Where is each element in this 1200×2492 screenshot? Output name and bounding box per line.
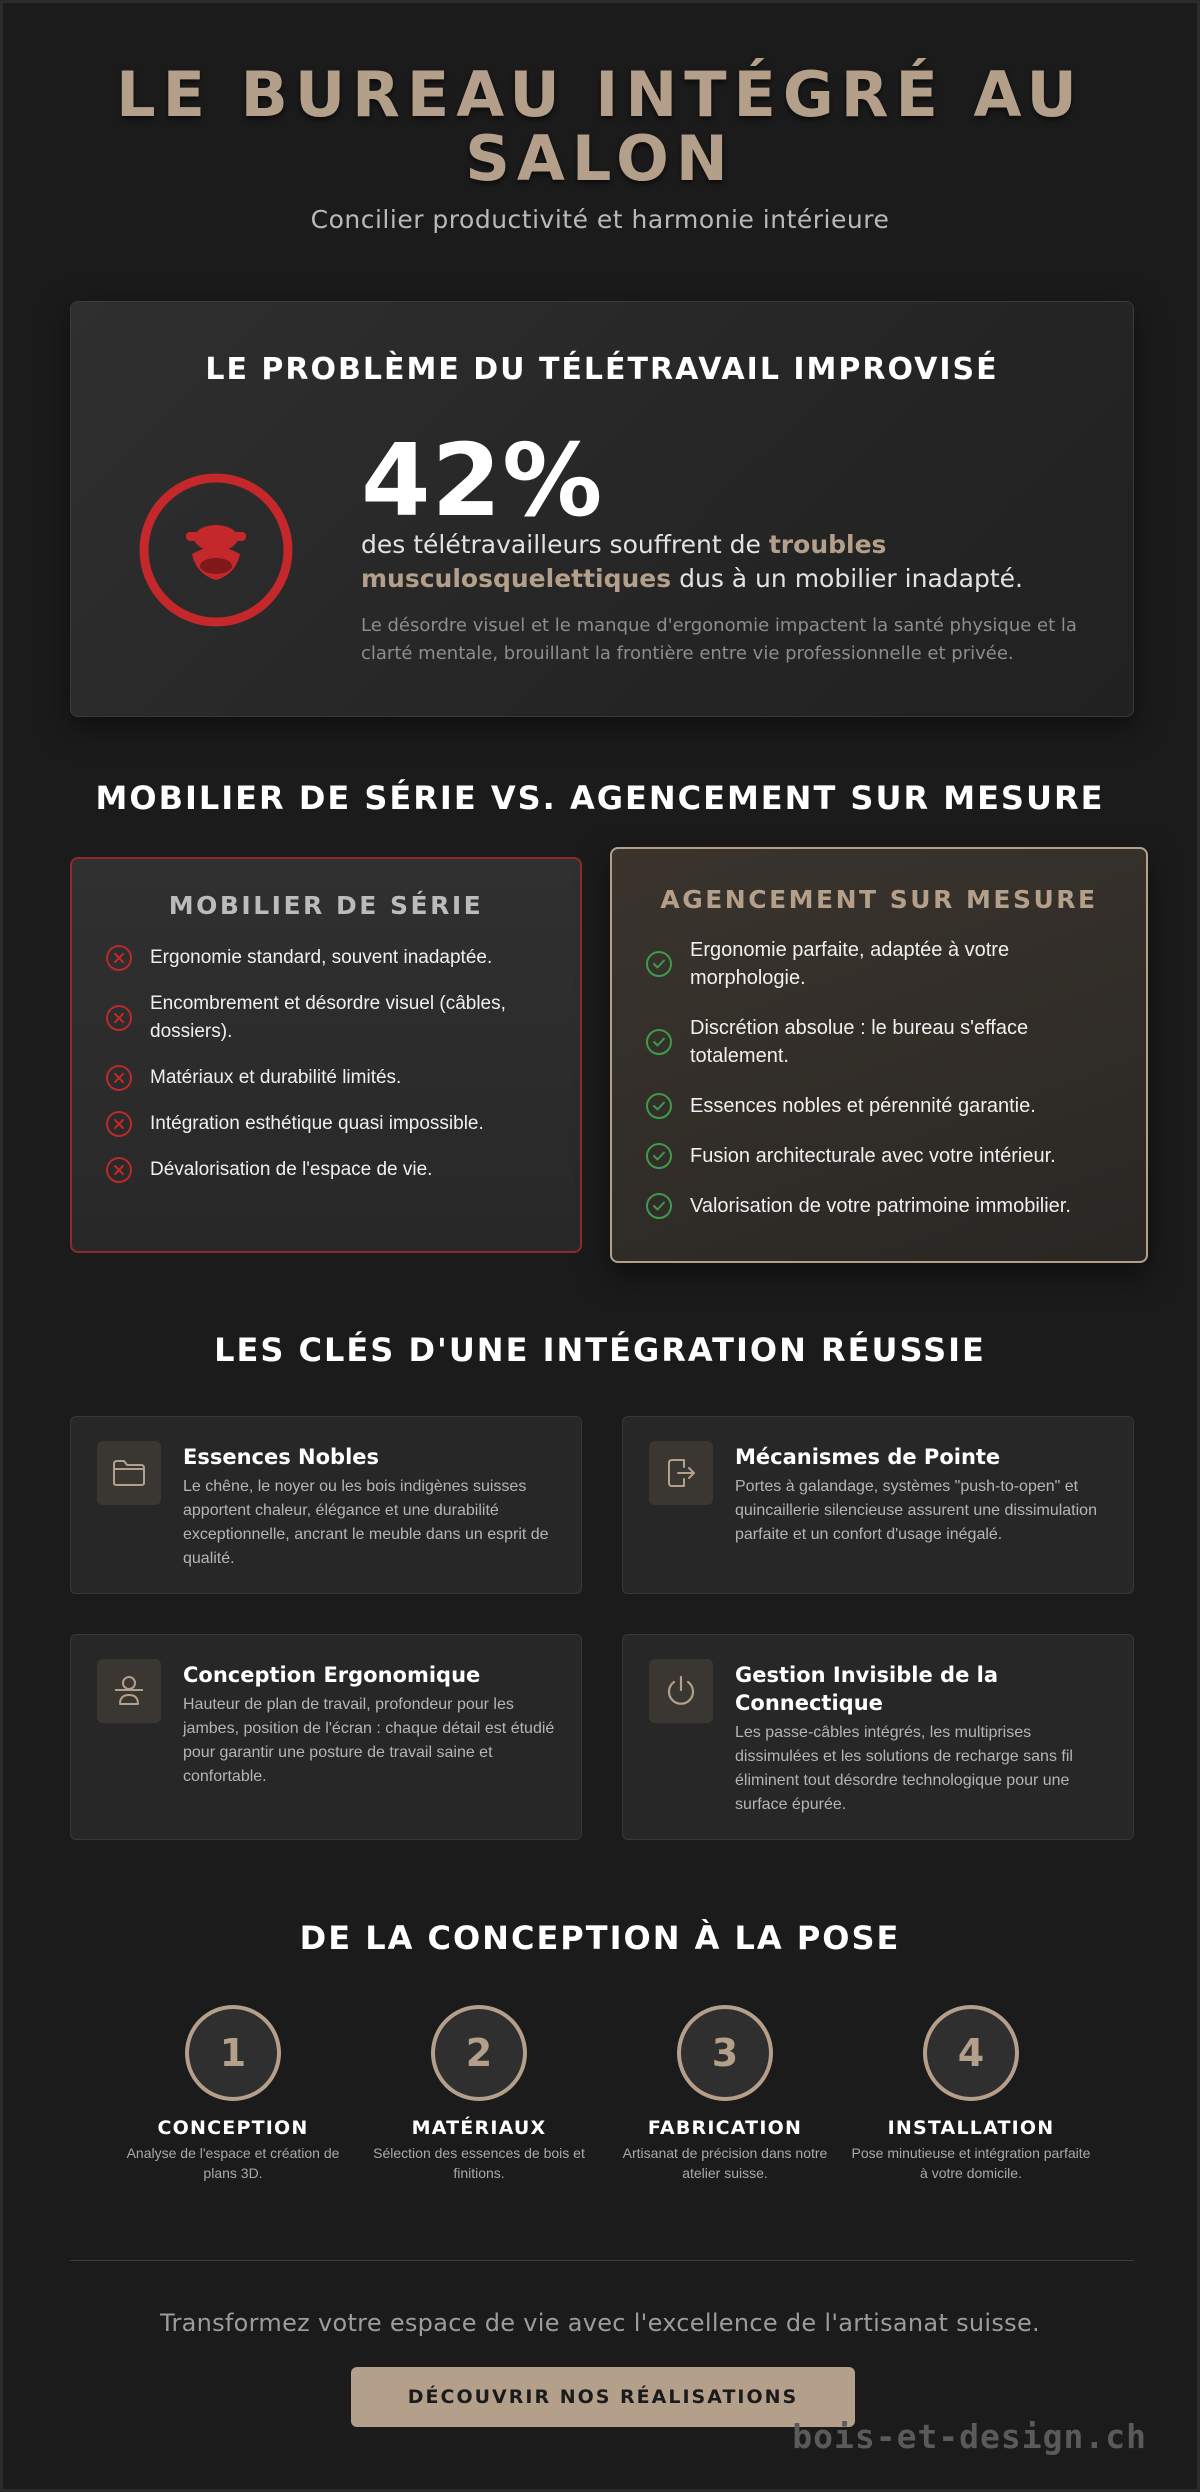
check-icon [646, 951, 672, 977]
problem-title: LE PROBLÈME DU TÉLÉTRAVAIL IMPROVISÉ [205, 352, 999, 387]
step-description: Analyse de l'espace et création de plans 3D. [126, 2145, 340, 2181]
custom-fitting-card [610, 847, 1148, 1263]
key-card-ergonomics [70, 1634, 582, 1840]
process-step [110, 2005, 356, 2183]
process-title: DE LA CONCEPTION À LA POSE [299, 1919, 901, 1957]
header [3, 3, 1197, 234]
page-subtitle: Concilier productivité et harmonie intérieure [310, 205, 890, 234]
key-card-description: Hauteur de plan de travail, profondeur pour les jambes, position de l'écran : chaque détail est étudié pour garantir une posture de travail saine et confortable. [183, 1696, 555, 1785]
cross-icon [106, 1157, 132, 1183]
list-item [646, 1092, 1116, 1120]
list-item-label: Ergonomie parfaite, adaptée à votre morphologie. [690, 939, 1010, 989]
list-item [106, 1110, 546, 1138]
step-number: 4 [923, 2005, 1019, 2101]
stat-text-after: dus à un mobilier inadapté. [671, 564, 1023, 593]
footer-divider [70, 2260, 1134, 2261]
site-url: bois-et-design.ch [792, 2417, 1147, 2456]
step-label: MATÉRIAUX [411, 2117, 547, 2139]
standard-furniture-card [70, 857, 582, 1253]
list-item [646, 1014, 1116, 1070]
stat-highlight: troubles musculosquelettiques [361, 530, 887, 593]
key-card-description: Le chêne, le noyer ou les bois indigènes suisses apportent chaleur, élégance et une durabilité exceptionnelle, ancrant le meuble dans un esprit de qualité. [183, 1478, 549, 1567]
keys-title: LES CLÉS D'UNE INTÉGRATION RÉUSSIE [214, 1331, 986, 1369]
step-label: CONCEPTION [157, 2117, 309, 2139]
folder-icon [97, 1441, 161, 1505]
footer-tagline: Transformez votre espace de vie avec l'excellence de l'artisanat suisse. [160, 2309, 1040, 2337]
list-item-label: Intégration esthétique quasi impossible. [150, 1113, 484, 1134]
page-title: LE BUREAU INTÉGRÉ AU SALON [116, 58, 1084, 195]
cross-icon [106, 945, 132, 971]
key-card-description: Les passe-câbles intégrés, les multiprises dissimulées et les solutions de recharge sans fil éliminent tout désordre technologique pour une surface épurée. [735, 1724, 1073, 1813]
step-label: INSTALLATION [887, 2117, 1055, 2139]
step-label: FABRICATION [647, 2117, 803, 2139]
check-icon [646, 1143, 672, 1169]
cross-icon [106, 1065, 132, 1091]
step-description: Artisanat de précision dans notre atelier suisse. [622, 2145, 828, 2181]
key-card-title: Mécanismes de Pointe [735, 1445, 1001, 1469]
list-item [646, 1192, 1116, 1220]
list-item [106, 990, 546, 1046]
standard-furniture-list [106, 944, 546, 1184]
list-item-label: Encombrement et désordre visuel (câbles, dossiers). [150, 993, 506, 1042]
key-card-mechanisms [622, 1416, 1134, 1594]
standard-furniture-title: MOBILIER DE SÉRIE [168, 891, 484, 920]
problem-note: Le désordre visuel et le manque d'ergonomie impactent la santé physique et la clarté mentale, brouillant la frontière entre vie professionnelle et privée. [361, 615, 1077, 664]
list-item-label: Discrétion absolue : le bureau s'efface totalement. [690, 1017, 1029, 1067]
cross-icon [106, 1111, 132, 1137]
key-card-title: Essences Nobles [183, 1445, 380, 1469]
key-card-title: Gestion Invisible de la Connectique [735, 1663, 998, 1715]
custom-fitting-list [646, 936, 1116, 1220]
alert-figure-icon [136, 470, 296, 630]
list-item [106, 1064, 546, 1092]
person-at-desk-icon [97, 1659, 161, 1723]
list-item [106, 944, 546, 972]
list-item-label: Matériaux et durabilité limités. [150, 1067, 402, 1088]
door-exit-icon [649, 1441, 713, 1505]
stat-description [361, 528, 1081, 596]
discover-realisations-button[interactable]: DÉCOUVRIR NOS RÉALISATIONS [351, 2367, 855, 2427]
list-item [106, 1156, 546, 1184]
step-description: Pose minutieuse et intégration parfaite à votre domicile. [851, 2145, 1091, 2181]
stat-value: 42% [361, 422, 604, 539]
key-card-noble-woods [70, 1416, 582, 1594]
process-step [848, 2005, 1094, 2183]
process-step [602, 2005, 848, 2183]
list-item-label: Ergonomie standard, souvent inadaptée. [150, 947, 493, 968]
check-icon [646, 1093, 672, 1119]
stat-text-before: des télétravailleurs souffrent de [361, 530, 769, 559]
list-item-label: Valorisation de votre patrimoine immobilier. [690, 1195, 1071, 1217]
list-item [646, 1142, 1116, 1170]
process-step [356, 2005, 602, 2183]
step-number: 3 [677, 2005, 773, 2101]
key-card-title: Conception Ergonomique [183, 1663, 481, 1687]
step-number: 2 [431, 2005, 527, 2101]
check-icon [646, 1193, 672, 1219]
step-number: 1 [185, 2005, 281, 2101]
key-card-connectivity [622, 1634, 1134, 1840]
list-item-label: Dévalorisation de l'espace de vie. [150, 1159, 433, 1180]
list-item-label: Fusion architecturale avec votre intérieur. [690, 1145, 1056, 1167]
list-item [646, 936, 1116, 992]
cross-icon [106, 1005, 132, 1031]
check-icon [646, 1029, 672, 1055]
problem-card [70, 301, 1134, 717]
comparison-title: MOBILIER DE SÉRIE VS. AGENCEMENT SUR MESURE [95, 779, 1105, 817]
key-card-description: Portes à galandage, systèmes "push-to-open" et quincaillerie silencieuse assurent une dissimulation parfaite et un confort d'usage inégalé. [735, 1478, 1097, 1543]
step-description: Sélection des essences de bois et finitions. [373, 2145, 585, 2181]
custom-fitting-title: AGENCEMENT SUR MESURE [660, 885, 1098, 914]
power-icon [649, 1659, 713, 1723]
list-item-label: Essences nobles et pérennité garantie. [690, 1095, 1036, 1117]
